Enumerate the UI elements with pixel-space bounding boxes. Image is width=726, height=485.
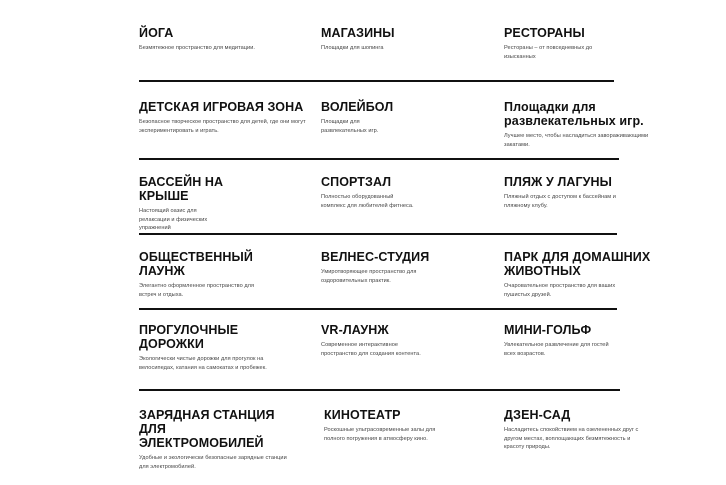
amenity-zen-garden — [504, 408, 639, 452]
amenity-title: МИНИ-ГОЛЬФ — [504, 323, 592, 337]
amenity-description: Элегантно оформленное пространство для встреч и отдыха. — [139, 283, 255, 298]
amenity-description: Очаровательное пространство для ваших пушистых друзей. — [504, 283, 616, 298]
amenity-restaurants — [504, 26, 624, 61]
row-divider — [139, 233, 617, 235]
amenity-wellness — [321, 250, 446, 285]
amenity-title: Площадки для развлекательных игр. — [504, 100, 644, 128]
amenity-kids-zone — [139, 100, 309, 135]
amenity-shops — [321, 26, 461, 53]
amenity-description: Безопасное творческое пространство для детей, где они могут экспериментировать и играть. — [139, 119, 306, 134]
amenity-description: Увлекательное развлечение для гостей всех возрастов. — [504, 342, 609, 357]
amenity-title: СПОРТЗАЛ — [321, 175, 392, 189]
amenity-title: VR-ЛАУНЖ — [321, 323, 389, 337]
amenity-description: Рестораны – от повседневных до изысканных — [504, 45, 593, 60]
amenity-description: Полностью оборудованный комплекс для любителей фитнеса. — [321, 194, 414, 209]
amenity-description: Современное интерактивное пространство для создания контента. — [321, 342, 421, 357]
row-divider — [139, 80, 614, 82]
amenity-gym — [321, 175, 416, 210]
amenity-description: Экологически чистые дорожки для прогулок на велосипедах, катания на самокатах и пробежек. — [139, 356, 267, 371]
amenity-description: Лучшее место, чтобы насладиться завораживающими закатами. — [504, 133, 649, 148]
amenity-sunset-spot — [504, 100, 654, 149]
amenity-title: ПРОГУЛОЧНЫЕ ДОРОЖКИ — [139, 323, 239, 351]
amenity-title: ВЕЛНЕС-СТУДИЯ — [321, 250, 430, 264]
amenity-mini-golf — [504, 323, 614, 358]
amenity-description: Удобные и экологически безопасные зарядные станции для электромобилей. — [139, 455, 287, 470]
amenity-description: Безмятежное пространство для медитации. — [139, 45, 256, 51]
amenity-title: КИНОТЕАТР — [324, 408, 401, 422]
amenity-title: БАССЕЙН НА КРЫШЕ — [139, 175, 224, 203]
amenity-description: Площадки для развлекательных игр. — [321, 119, 379, 134]
amenity-description: Пляжный отдых с доступом к бассейнам и пляжному клубу. — [504, 194, 616, 209]
amenity-volleyball — [321, 100, 401, 135]
amenity-title: ЗАРЯДНАЯ СТАНЦИЯ ДЛЯ ЭЛЕКТРОМОБИЛЕЙ — [139, 408, 275, 450]
amenity-title: МАГАЗИНЫ — [321, 26, 395, 40]
amenity-title: ДЕТСКАЯ ИГРОВАЯ ЗОНА — [139, 100, 304, 114]
row-divider — [139, 308, 617, 310]
row-divider — [139, 158, 619, 160]
amenity-lagoon-beach — [504, 175, 644, 210]
amenity-description: Умиротворяющее пространство для оздоровительных практик. — [321, 269, 417, 284]
amenity-description: Площадки для шопинга — [321, 45, 384, 51]
amenity-ev-charging — [139, 408, 289, 471]
amenity-description: Роскошные ультрасовременные залы для полного погружения в атмосферу кино. — [324, 427, 436, 442]
amenity-title: ДЗЕН-САД — [504, 408, 571, 422]
amenity-walking-paths — [139, 323, 289, 372]
amenity-pet-park — [504, 250, 654, 299]
amenity-title: ЙОГА — [139, 26, 174, 40]
amenity-title: ОБЩЕСТВЕННЫЙ ЛАУНЖ — [139, 250, 253, 278]
amenity-title: ВОЛЕЙБОЛ — [321, 100, 394, 114]
amenity-description: Насладитесь спокойствием на озелененных друг с другом местах, воплощающих безмятежность и красоту природы. — [504, 427, 639, 450]
amenity-lounge — [139, 250, 269, 299]
amenity-yoga — [139, 26, 299, 53]
amenity-description: Настоящий оазис для релаксации и физических упражнений — [139, 208, 208, 231]
amenity-title: ПАРК ДЛЯ ДОМАШНИХ ЖИВОТНЫХ — [504, 250, 651, 278]
amenity-rooftop-pool — [139, 175, 239, 233]
amenity-title: ПЛЯЖ У ЛАГУНЫ — [504, 175, 612, 189]
amenity-vr-lounge — [321, 323, 431, 358]
row-divider — [139, 389, 620, 391]
amenity-title: РЕСТОРАНЫ — [504, 26, 585, 40]
amenity-cinema — [324, 408, 452, 443]
